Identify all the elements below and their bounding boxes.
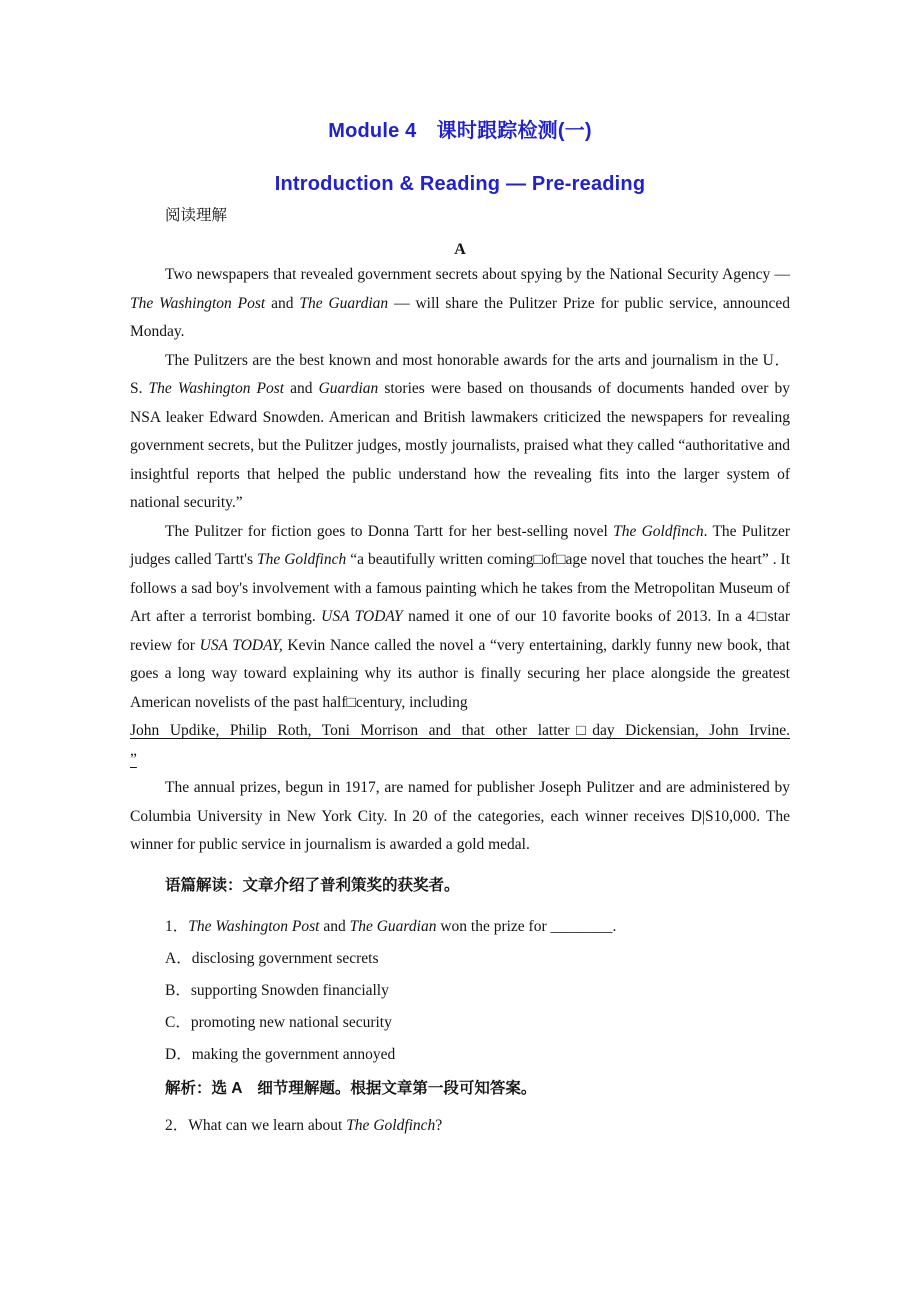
passage-paragraph-3: The Pulitzer for fiction goes to Donna Tartt for her best-selling novel The Goldfinch. The Pulitzer judges called Tartt's The Goldfinch “a beautifully written coming□of□age novel that touches the heart” . It follows a sad boy's involvement with a famous painting which he takes from the Metropolitan Museum of Art after a terrorist bombing. USA TODAY named it one of our 10 favorite books of 2013. In a 4□star review for USA TODAY, Kevin Nance called the novel a “very entertaining, darkly funny new book, that goes a long way toward explaining why its author is finally securing her place alongside the greatest American novelists of the past half□century, including xyxy=(130,522,791,711)
passage-analysis-note: 语篇解读：文章介绍了普利策奖的获奖者。 xyxy=(165,876,460,894)
page-title: Module 4 课时跟踪检测(一) xyxy=(328,120,592,142)
question-2-stem: 2．What can we learn about The Goldfinch? xyxy=(165,1116,443,1134)
passage-paragraph-4: The annual prizes, begun in 1917, are named for publisher Joseph Pulitzer and are administered by Columbia University in New York City. In 20 of the categories, each winner receives D|S10,000. The winner for public service in journalism is awarded a gold medal. xyxy=(130,779,790,853)
section-label-reading-comprehension: 阅读理解 xyxy=(165,207,228,224)
question-1-option-c: C．promoting new national security xyxy=(165,1013,392,1031)
question-1-analysis: 解析：选 A 细节理解题。根据文章第一段可知答案。 xyxy=(165,1079,537,1097)
question-1-stem: 1．The Washington Post and The Guardian won the prize for ________. xyxy=(165,917,617,935)
passage-paragraph-1: Two newspapers that revealed government secrets about spying by the National Security Agency — The Washington Post and The Guardian — will share the Pulitzer Prize for public service, announced Monday. xyxy=(130,266,790,340)
page-subtitle: Introduction & Reading — Pre-reading xyxy=(274,173,646,195)
passage-underlined-sentence: John Updike, Philip Roth, Toni Morrison and that other latter□day Dickensian, John Irvine. ” xyxy=(130,722,790,768)
question-1-option-d: D．making the government annoyed xyxy=(165,1045,396,1063)
question-1-option-a: A．disclosing government secrets xyxy=(165,949,379,967)
passage-label-a: A xyxy=(454,241,466,258)
question-1-option-b: B．supporting Snowden financially xyxy=(165,981,389,999)
passage-paragraph-2: The Pulitzers are the best known and most honorable awards for the arts and journalism in the U．S. The Washington Post and Guardian stories were based on thousands of documents handed over by NSA leaker Edward Snowden. American and British lawmakers criticized the newspapers for revealing government secrets, but the Pulitzer judges, mostly journalists, praised what they called “authoritative and insightful reports that helped the public understand how the revealing fits into the larger system of national security.” xyxy=(130,351,790,511)
